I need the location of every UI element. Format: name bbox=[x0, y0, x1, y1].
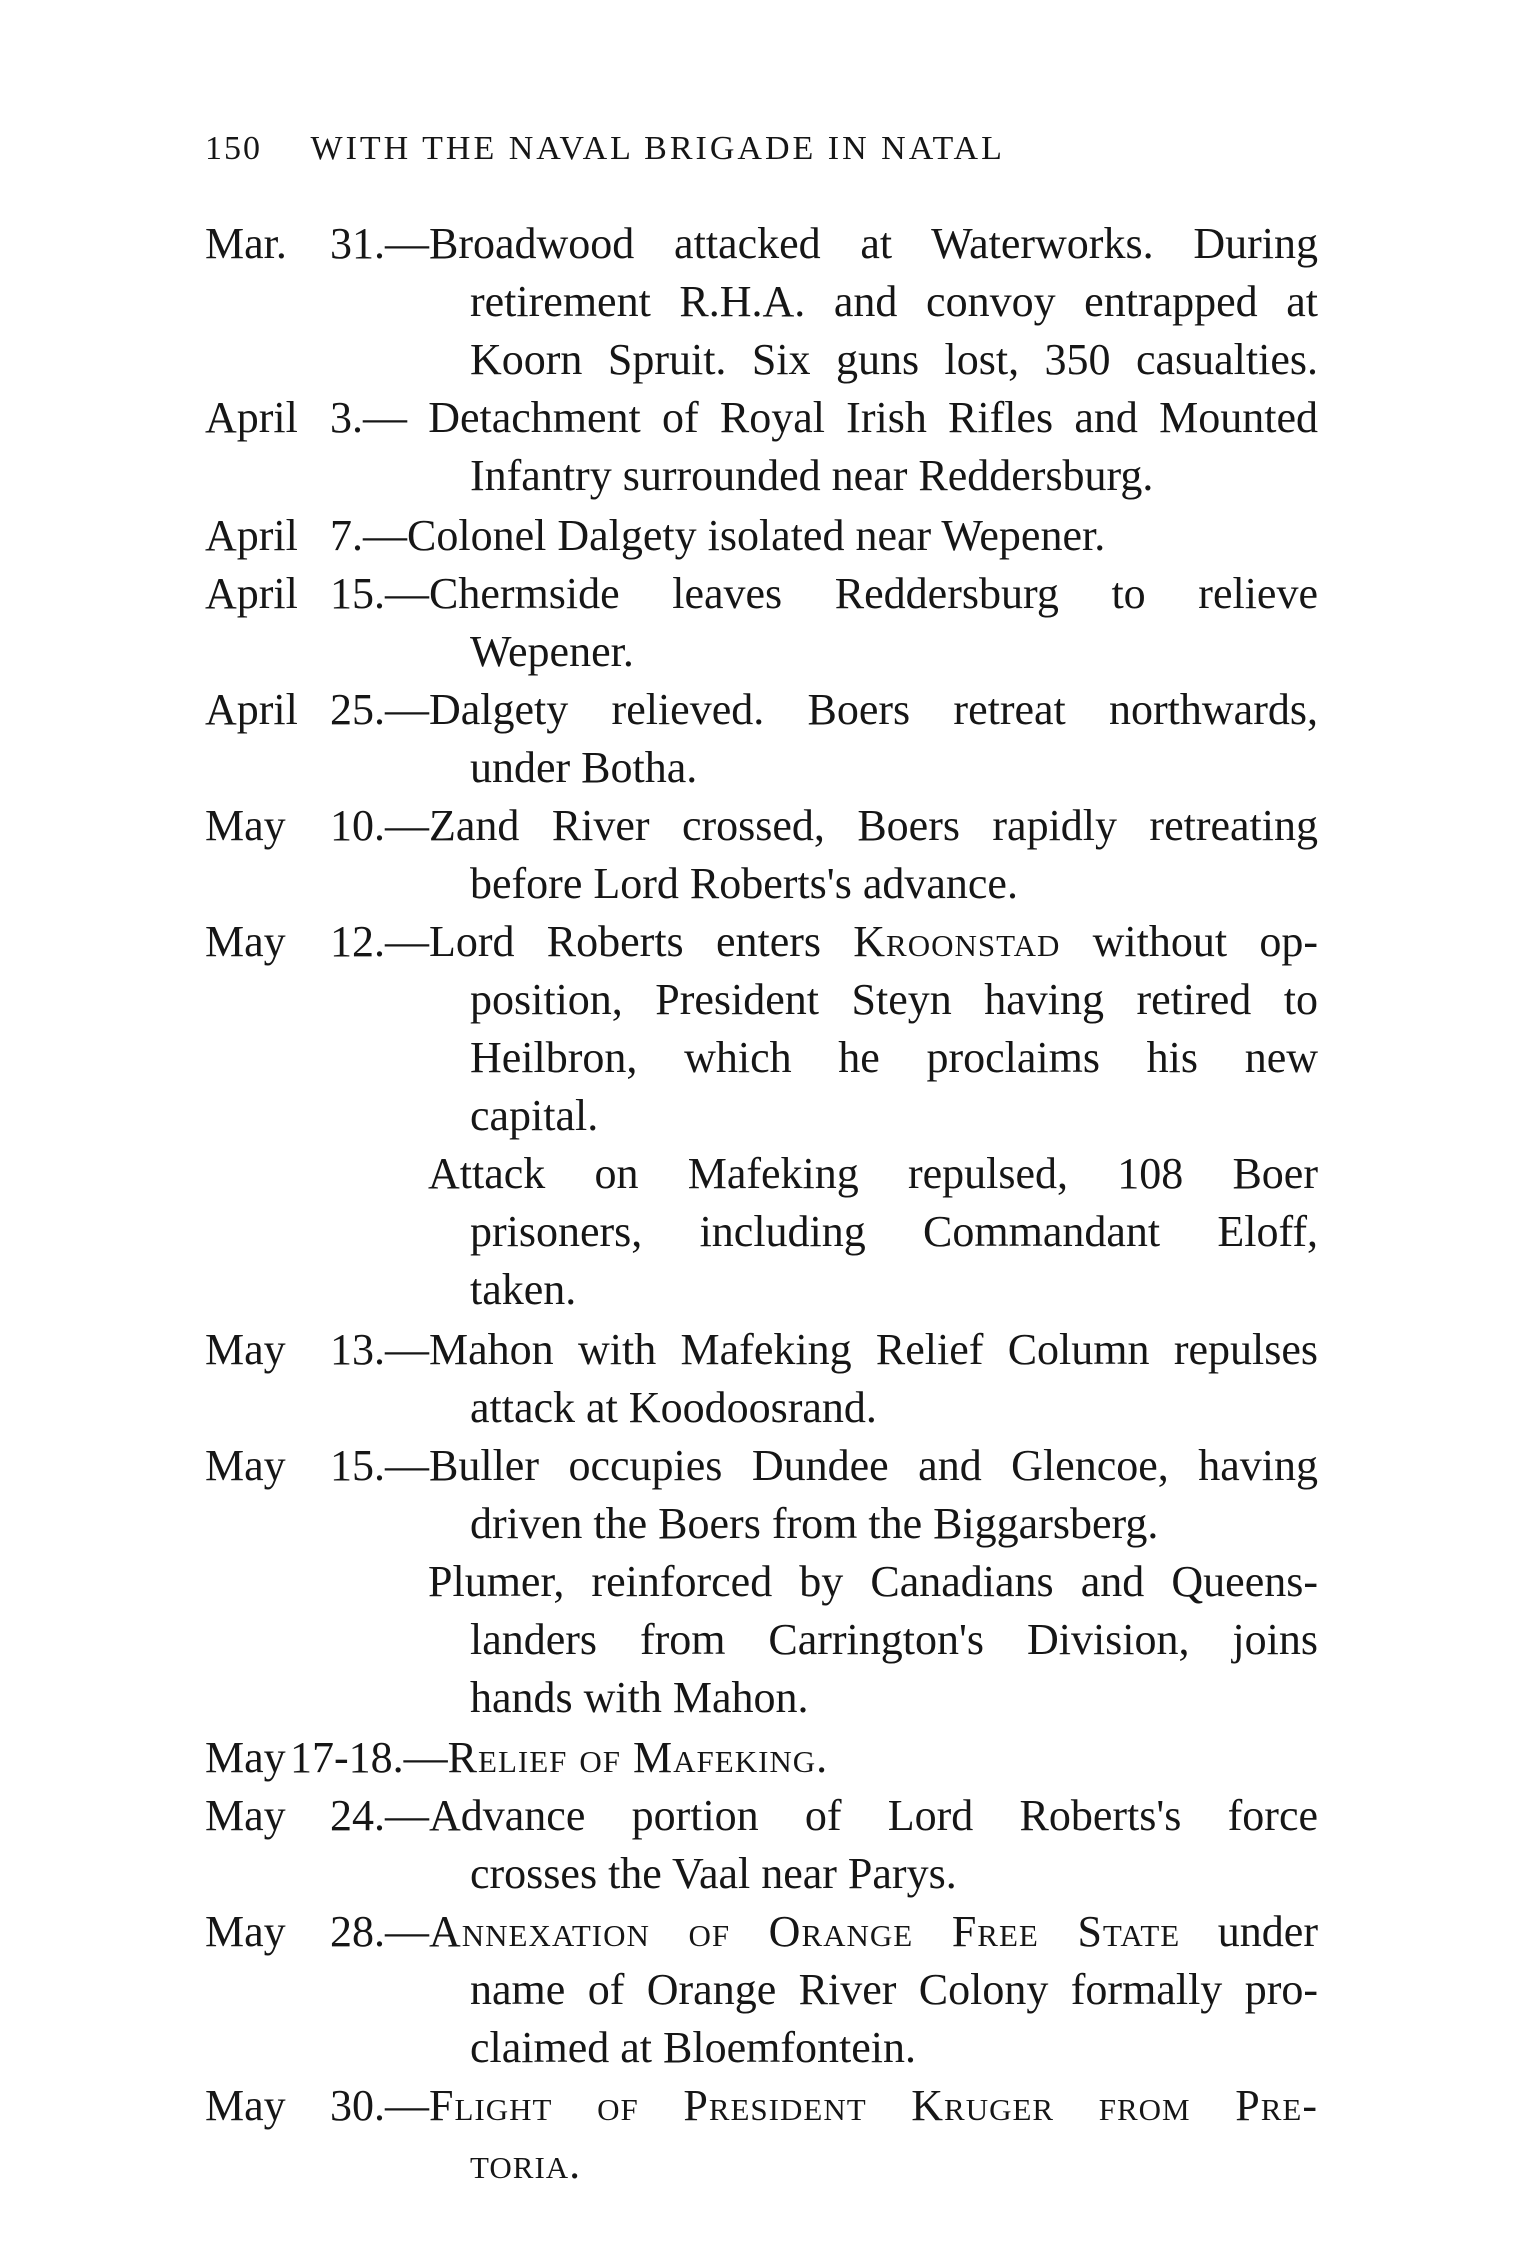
entry-day: 31. bbox=[330, 219, 385, 268]
entry-date: May bbox=[205, 1441, 286, 1490]
entry-first-line bbox=[330, 1325, 1318, 1374]
entry-date: May bbox=[205, 801, 286, 850]
entry-continuation: Infantry surrounded near Reddersburg. bbox=[470, 451, 1154, 500]
entry-date: April bbox=[205, 569, 298, 618]
entry-text: without op- bbox=[1060, 917, 1318, 966]
entry-continuation: name of Orange River Colony formally pro- bbox=[470, 1965, 1318, 2014]
entry-text: — Detachment of Royal Irish Rifles and Mounted bbox=[363, 393, 1318, 442]
entry-date: April bbox=[205, 511, 298, 560]
entry-sub-paragraph: Attack on Mafeking repulsed, 108 Boer bbox=[428, 1149, 1318, 1198]
event-flight-of-kruger: Flight of President Kruger from Pre- bbox=[429, 2081, 1318, 2130]
entry-day: 15. bbox=[330, 1441, 385, 1490]
entry-date: May bbox=[205, 1733, 286, 1782]
entry-day: 24. bbox=[330, 1791, 385, 1840]
entry-day: 12. bbox=[330, 917, 385, 966]
entry-continuation: retirement R.H.A. and convoy entrapped at bbox=[470, 277, 1318, 326]
entry-continuation: attack at Koodoosrand. bbox=[470, 1383, 877, 1432]
entry-date: May bbox=[205, 2081, 286, 2130]
entry-day: 10. bbox=[330, 801, 385, 850]
entry-continuation: prisoners, including Commandant Eloff, bbox=[470, 1207, 1318, 1256]
entry-text: —Colonel Dalgety isolated near Wepener. bbox=[363, 511, 1106, 560]
entry-first-line bbox=[330, 393, 1318, 442]
entry-continuation: under Botha. bbox=[470, 743, 698, 792]
entry-day: 13. bbox=[330, 1325, 385, 1374]
page-header bbox=[205, 130, 1005, 168]
entry-text: —Mahon with Mafeking Relief Column repulses bbox=[385, 1325, 1318, 1374]
entry-continuation: hands with Mahon. bbox=[470, 1673, 809, 1722]
entry-continuation: Koorn Spruit. Six guns lost, 350 casualties. bbox=[470, 335, 1318, 384]
entry-text: —Dalgety relieved. Boers retreat northwards, bbox=[385, 685, 1318, 734]
entry-first-line bbox=[330, 219, 1318, 268]
page-number: 150 bbox=[205, 130, 262, 167]
entry-date: May bbox=[205, 1907, 286, 1956]
entry-text: —Chermside leaves Reddersburg to relieve bbox=[385, 569, 1318, 618]
entry-date: Mar. bbox=[205, 219, 287, 268]
entry-first-line bbox=[330, 1441, 1318, 1490]
entry-text: — bbox=[385, 1907, 429, 1956]
entry-text: under bbox=[1180, 1907, 1318, 1956]
entry-continuation: capital. bbox=[470, 1091, 599, 1140]
entry-continuation: Wepener. bbox=[470, 627, 634, 676]
entry-sub-paragraph: Plumer, reinforced by Canadians and Queens- bbox=[428, 1557, 1318, 1606]
entry-text: —Lord Roberts enters bbox=[385, 917, 854, 966]
entry-first-line bbox=[290, 1733, 829, 1782]
entry-text: — bbox=[385, 2081, 429, 2130]
entry-continuation: position, President Steyn having retired to bbox=[470, 975, 1318, 1024]
entry-date: May bbox=[205, 917, 286, 966]
entry-first-line bbox=[330, 2081, 1318, 2130]
entry-text: —Buller occupies Dundee and Glencoe, having bbox=[385, 1441, 1318, 1490]
entry-first-line bbox=[330, 685, 1318, 734]
entry-first-line bbox=[330, 1907, 1318, 1956]
running-title: WITH THE NAVAL BRIGADE IN NATAL bbox=[310, 130, 1005, 167]
entry-date: May bbox=[205, 1325, 286, 1374]
event-relief-of-mafeking: Relief of Mafeking. bbox=[447, 1733, 829, 1782]
entry-date: May bbox=[205, 1791, 286, 1840]
entry-text: —Zand River crossed, Boers rapidly retreating bbox=[385, 801, 1318, 850]
entry-continuation: claimed at Bloemfontein. bbox=[470, 2023, 916, 2072]
event-annexation: Annexation of Orange Free State bbox=[429, 1907, 1181, 1956]
entry-first-line bbox=[330, 917, 1318, 966]
entry-first-line bbox=[330, 569, 1318, 618]
entry-day: 7. bbox=[330, 511, 363, 560]
entry-date: April bbox=[205, 685, 298, 734]
entry-day: 3. bbox=[330, 393, 363, 442]
entry-text: —Advance portion of Lord Roberts's force bbox=[385, 1791, 1318, 1840]
entry-date: April bbox=[205, 393, 298, 442]
entry-continuation: crosses the Vaal near Parys. bbox=[470, 1849, 957, 1898]
entry-day: 30. bbox=[330, 2081, 385, 2130]
entry-continuation: toria. bbox=[470, 2139, 582, 2188]
entry-day: 15. bbox=[330, 569, 385, 618]
entry-day: 17-18. bbox=[290, 1733, 404, 1782]
entry-first-line bbox=[330, 511, 1106, 560]
entry-text: — bbox=[403, 1733, 448, 1782]
entry-continuation: Heilbron, which he proclaims his new bbox=[470, 1033, 1318, 1082]
entry-continuation: landers from Carrington's Division, joins bbox=[470, 1615, 1318, 1664]
entry-continuation: taken. bbox=[470, 1265, 577, 1314]
entry-first-line bbox=[330, 801, 1318, 850]
place-name-kroonstad: Kroonstad bbox=[853, 917, 1061, 966]
entry-first-line bbox=[330, 1791, 1318, 1840]
entry-continuation: driven the Boers from the Biggarsberg. bbox=[470, 1499, 1159, 1548]
entry-continuation: before Lord Roberts's advance. bbox=[470, 859, 1018, 908]
entry-day: 28. bbox=[330, 1907, 385, 1956]
entry-day: 25. bbox=[330, 685, 385, 734]
entry-text: —Broadwood attacked at Waterworks. During bbox=[385, 219, 1318, 268]
